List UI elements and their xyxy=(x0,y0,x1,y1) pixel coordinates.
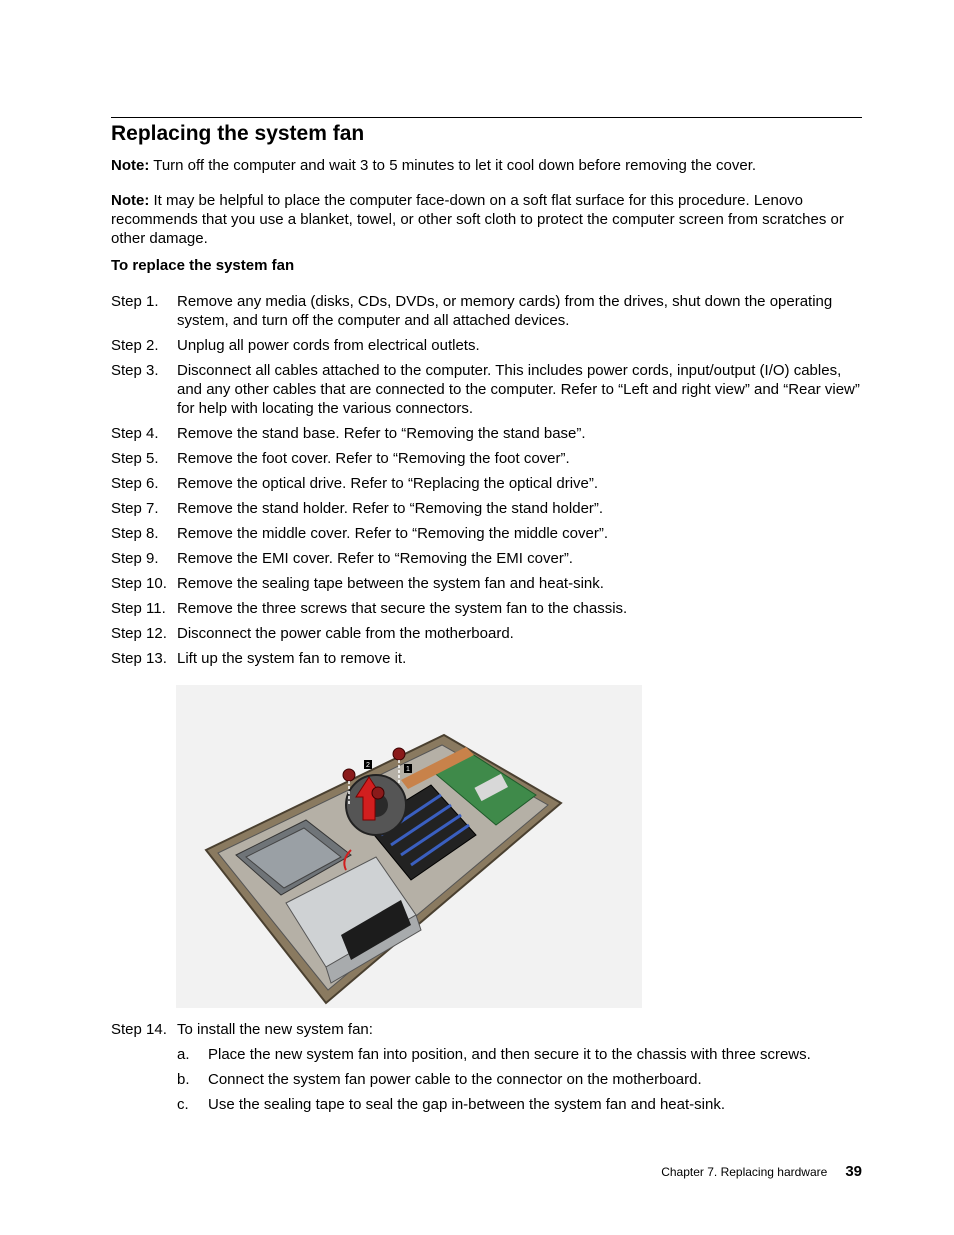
step-item xyxy=(111,1020,863,1039)
page-title: Replacing the system fan xyxy=(111,122,365,145)
step-text: Unplug all power cords from electrical outlets. xyxy=(177,337,480,354)
step-label: Step 14. xyxy=(111,1021,167,1038)
step-item xyxy=(111,361,863,418)
substep-text: Place the new system fan into position, and then secure it to the chassis with three screws. xyxy=(208,1046,811,1063)
step-label: Step 13. xyxy=(111,650,167,667)
step-text: Remove the stand holder. Refer to “Removing the stand holder”. xyxy=(177,500,604,517)
step-item xyxy=(111,574,863,593)
step-label: Step 6. xyxy=(111,475,159,492)
note-label: Note: xyxy=(111,192,150,209)
step-text: Disconnect the power cable from the motherboard. xyxy=(177,625,514,642)
step-text: Remove the optical drive. Refer to “Replacing the optical drive”. xyxy=(177,475,599,492)
callout-1-label: 1 xyxy=(406,766,410,773)
step-label: Step 11. xyxy=(111,600,166,617)
substep-label: a. xyxy=(177,1046,190,1063)
substep-item xyxy=(177,1045,863,1064)
step-text: Disconnect all cables attached to the computer. This includes power cords, input/output (I/O) cables, and any other cables that are connected to the computer. Refer to “Left and right view” and “Rear view” for help with locating the various connectors. xyxy=(177,362,860,417)
system-fan-removal-figure xyxy=(176,685,642,1008)
substep-label: b. xyxy=(177,1071,190,1088)
step-item xyxy=(111,424,863,443)
step-item xyxy=(111,449,863,468)
step-label: Step 12. xyxy=(111,625,167,642)
step-14 xyxy=(111,1020,863,1039)
step-text: Remove the stand base. Refer to “Removing the stand base”. xyxy=(177,425,586,442)
step-text: Remove the foot cover. Refer to “Removing the foot cover”. xyxy=(177,450,570,467)
step-item xyxy=(111,549,863,568)
note-facedown xyxy=(111,191,863,248)
substep-text: Use the sealing tape to seal the gap in-between the system fan and heat-sink. xyxy=(208,1096,725,1113)
step-item xyxy=(111,499,863,518)
page-number: 39 xyxy=(845,1163,862,1180)
step-list xyxy=(111,292,863,668)
step-label: Step 4. xyxy=(111,425,159,442)
step-item xyxy=(111,599,863,618)
step-item xyxy=(111,292,863,330)
note-text: It may be helpful to place the computer face-down on a soft flat surface for this procedure. Lenovo recommends that you use a blanket, towel, or other soft cloth to protect the computer screen from scratches or other damage. xyxy=(111,192,844,247)
step-item xyxy=(111,524,863,543)
substep-label: c. xyxy=(177,1096,189,1113)
note-cooldown xyxy=(111,156,863,175)
step-label: Step 7. xyxy=(111,500,159,517)
step-text: Remove any media (disks, CDs, DVDs, or memory cards) from the drives, shut down the operating system, and turn off the computer and all attached devices. xyxy=(177,293,833,329)
step-label: Step 2. xyxy=(111,337,159,354)
step-text: Remove the sealing tape between the system fan and heat-sink. xyxy=(177,575,604,592)
step-item xyxy=(111,336,863,355)
procedure-title: To replace the system fan xyxy=(111,257,295,274)
computer-interior-illustration xyxy=(176,685,642,1008)
step-label: Step 10. xyxy=(111,575,167,592)
page-footer xyxy=(661,1163,862,1180)
step-text: Remove the EMI cover. Refer to “Removing the EMI cover”. xyxy=(177,550,573,567)
step-text: Remove the middle cover. Refer to “Removing the middle cover”. xyxy=(177,525,609,542)
callout-2-label: 2 xyxy=(366,762,370,769)
note-label: Note: xyxy=(111,157,150,174)
step-label: Step 8. xyxy=(111,525,159,542)
step-text: Remove the three screws that secure the system fan to the chassis. xyxy=(177,600,628,617)
step-label: Step 5. xyxy=(111,450,159,467)
note-text: Turn off the computer and wait 3 to 5 minutes to let it cool down before removing the cover. xyxy=(149,157,757,174)
chapter-title: Chapter 7. Replacing hardware xyxy=(661,1165,828,1179)
substep-list xyxy=(177,1045,863,1114)
step-item xyxy=(111,624,863,643)
step-label: Step 3. xyxy=(111,362,159,379)
substep-item xyxy=(177,1070,863,1089)
step-item xyxy=(111,474,863,493)
substep-text: Connect the system fan power cable to the connector on the motherboard. xyxy=(208,1071,702,1088)
substep-item xyxy=(177,1095,863,1114)
step-label: Step 1. xyxy=(111,293,159,310)
step-label: Step 9. xyxy=(111,550,159,567)
step-text: Lift up the system fan to remove it. xyxy=(177,650,407,667)
heading-rule xyxy=(111,117,862,118)
step-item xyxy=(111,649,863,668)
step-text: To install the new system fan: xyxy=(177,1021,373,1038)
